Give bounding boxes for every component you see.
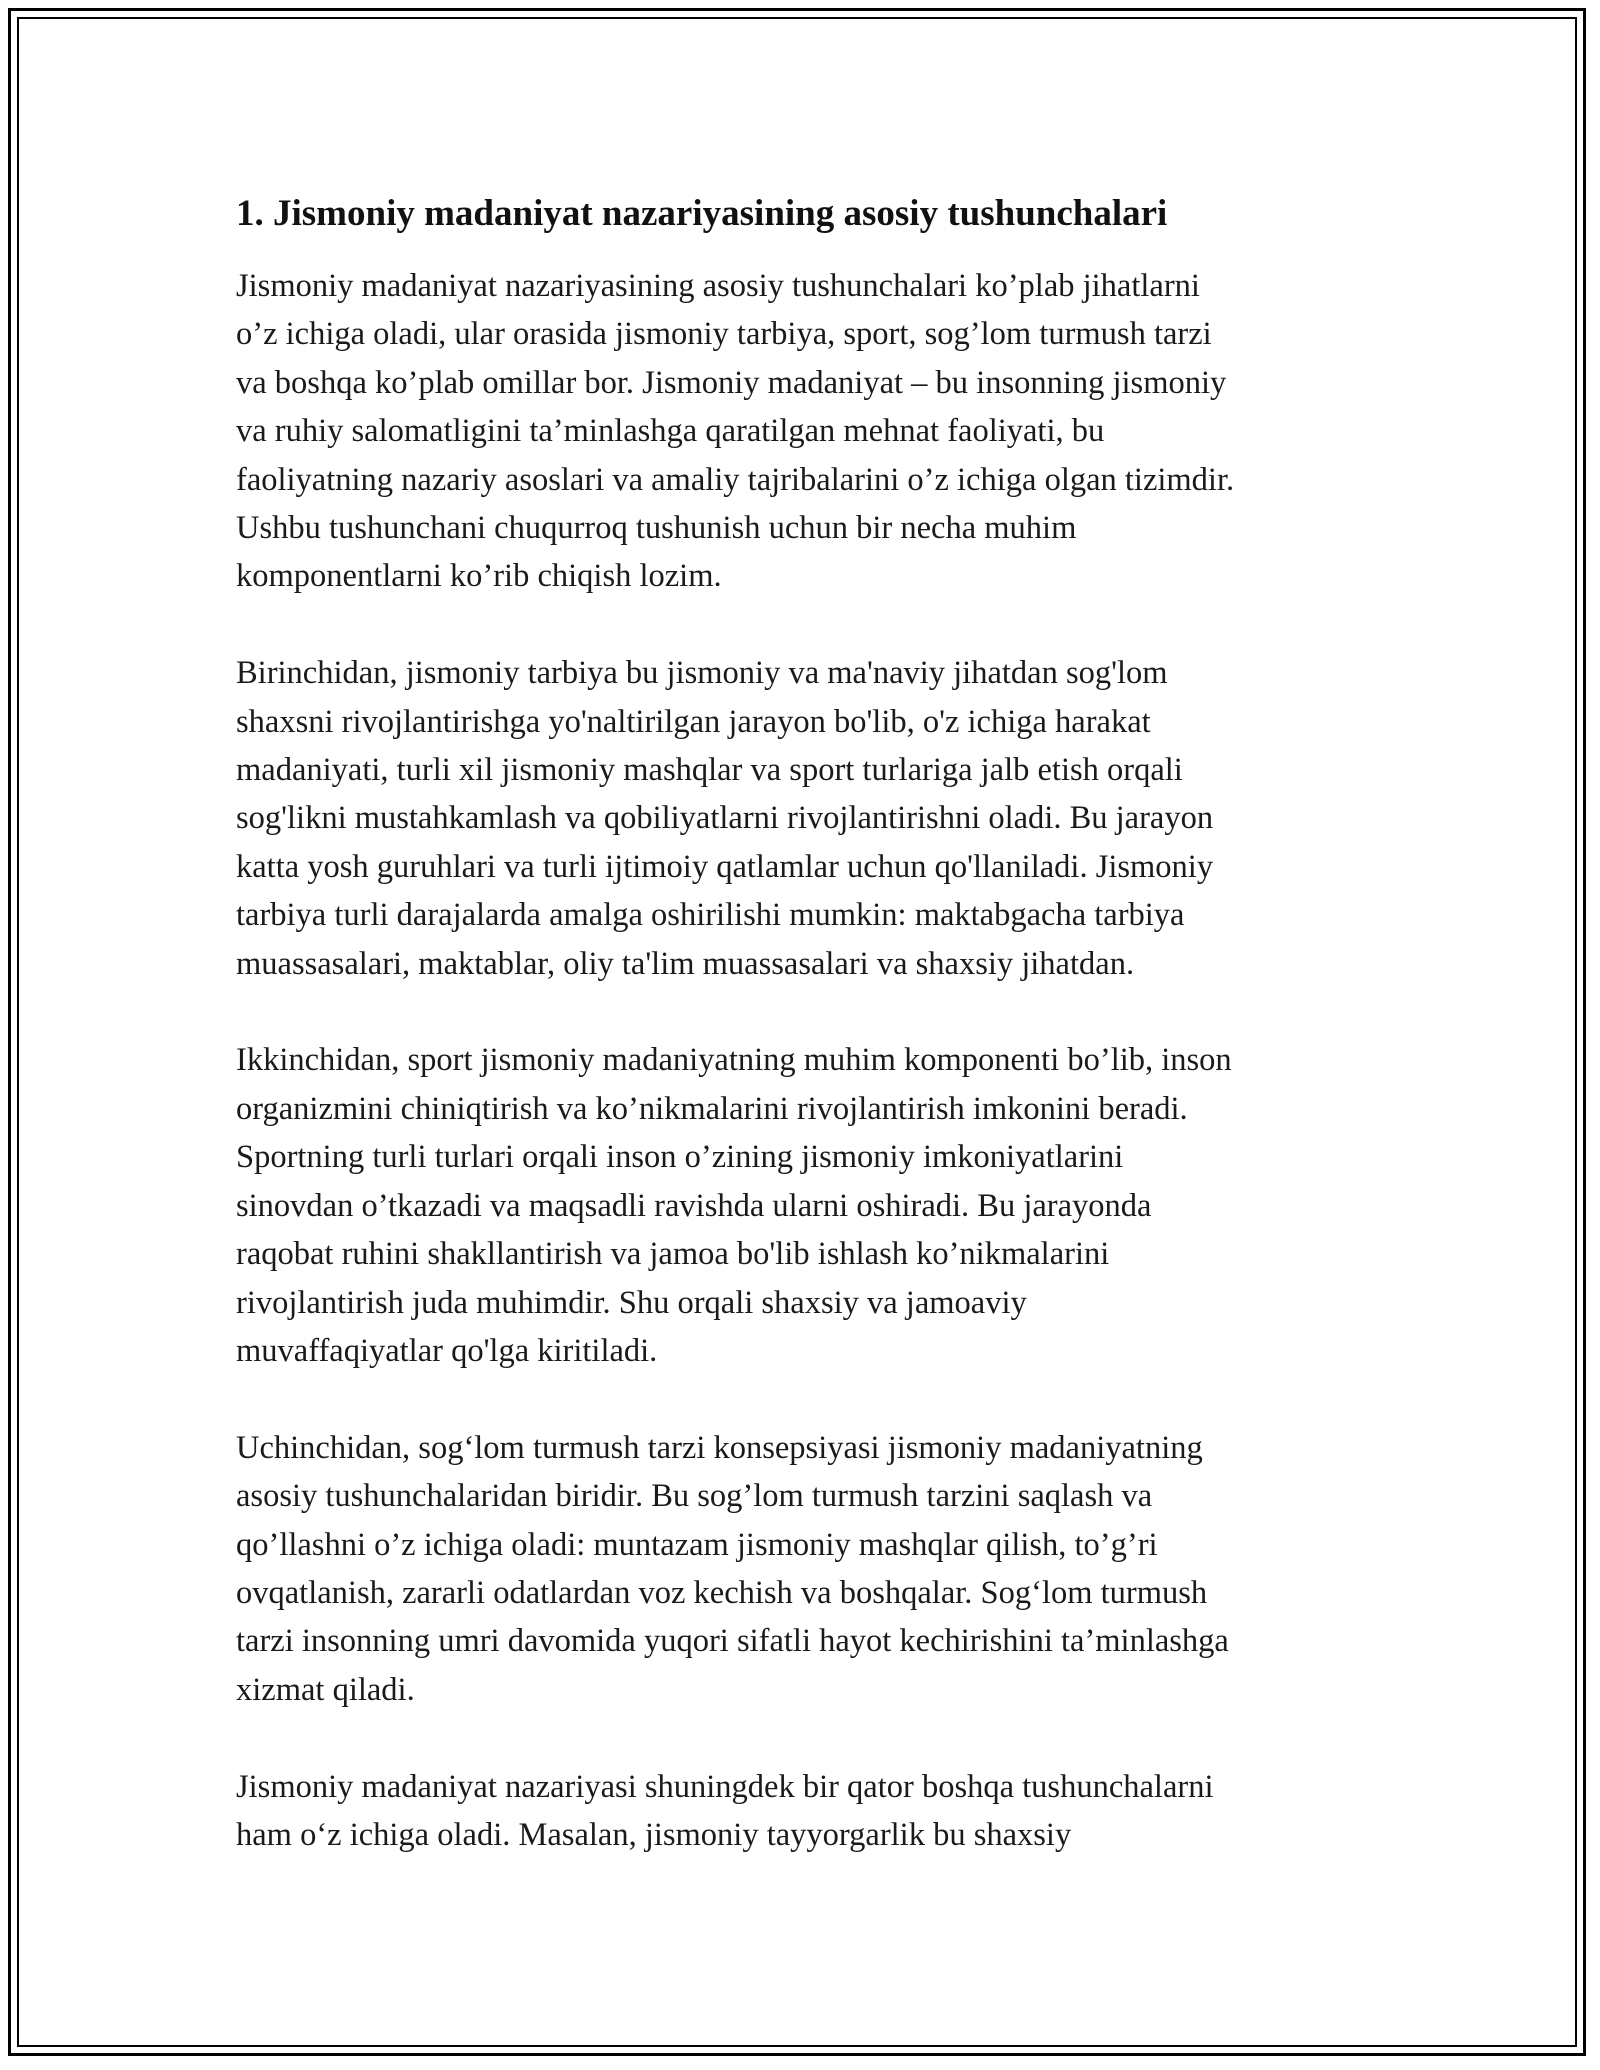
text-line: asosiy tushunchalaridan biridir. Bu sog’lom turmush tarzini saqlash va xyxy=(236,1478,1153,1515)
text-line: o’z ichiga oladi, ular orasida jismoniy tarbiya, sport, sog’lom turmush tarzi xyxy=(236,316,1212,353)
text-line: Jismoniy madaniyat nazariyasining asosiy tushunchalari ko’plab jihatlarni xyxy=(236,268,1200,304)
text-line: qo’llashni o’z ichiga oladi: muntazam jismoniy mashqlar qilish, to’g’ri xyxy=(236,1526,1158,1563)
text-line: raqobat ruhini shakllantirish va jamoa bo'lib ishlash ko’nikmalarini xyxy=(236,1236,1110,1273)
text-line: madaniyati, turli xil jismoniy mashqlar va sport turlariga jalb etish orqali xyxy=(236,752,1183,789)
text-line: organizmini chiniqtirish va ko’nikmalarini rivojlantirish imkonini beradi. xyxy=(236,1090,1188,1127)
text-line: Uchinchidan, sog‘lom turmush tarzi konsepsiyasi jismoniy madaniyatning xyxy=(236,1429,1203,1466)
paragraph xyxy=(236,1424,1376,1714)
paragraph xyxy=(236,262,1376,601)
text-line: va boshqa ko’plab omillar bor. Jismoniy madaniyat – bu insonning jismoniy xyxy=(236,364,1227,401)
section-heading: 1. Jismoniy madaniyat nazariyasining asosiy tushunchalari xyxy=(236,193,1168,234)
text-line: va ruhiy salomatligini ta’minlashga qaratilgan mehnat faoliyati, bu xyxy=(236,413,1105,450)
text-line: faoliyatning nazariy asoslari va amaliy tajribalarini o’z ichiga olgan tizimdir. xyxy=(236,461,1235,498)
text-line: Ikkinchidan, sport jismoniy madaniyatning muhim komponenti bo’lib, inson xyxy=(236,1042,1232,1079)
text-line: sinovdan o’tkazadi va maqsadli ravishda ularni oshiradi. Bu jarayonda xyxy=(236,1187,1152,1224)
text-line: muvaffaqiyatlar qo'lga kiritiladi. xyxy=(236,1332,658,1369)
text-line: ovqatlanish, zararli odatlardan voz kechish va boshqalar. Sog‘lom turmush xyxy=(236,1574,1208,1611)
text-line: Birinchidan, jismoniy tarbiya bu jismoniy va ma'naviy jihatdan sog'lom xyxy=(236,655,1168,692)
text-line: muassasalari, maktablar, oliy ta'lim muassasalari va shaxsiy jihatdan. xyxy=(236,945,1135,982)
text-line: tarbiya turli darajalarda amalga oshirilishi mumkin: maktabgacha tarbiya xyxy=(236,897,1185,934)
paragraph-list xyxy=(236,262,1376,1859)
paragraph xyxy=(236,1036,1376,1375)
text-line: rivojlantirish juda muhimdir. Shu orqali shaxsiy va jamoaviy xyxy=(236,1284,1027,1321)
document-body xyxy=(236,186,1376,1908)
text-line: katta yosh guruhlari va turli ijtimoiy qatlamlar uchun qo'llaniladi. Jismoniy xyxy=(236,848,1214,885)
text-line: Ushbu tushunchani chuqurroq tushunish uchun bir necha muhim xyxy=(236,510,1077,547)
paragraph xyxy=(236,1763,1376,1860)
paragraph xyxy=(236,649,1376,988)
text-line: Sportning turli turlari orqali inson o’zining jismoniy imkoniyatlarini xyxy=(236,1139,1124,1176)
text-line: ham o‘z ichiga oladi. Masalan, jismoniy tayyorgarlik bu shaxsiy xyxy=(236,1816,1072,1853)
text-line: shaxsni rivojlantirishga yo'naltirilgan jarayon bo'lib, o'z ichiga harakat xyxy=(236,703,1151,740)
text-line: Jismoniy madaniyat nazariyasi shuningdek bir qator boshqa tushunchalarni xyxy=(236,1768,1214,1805)
text-line: komponentlarni ko’rib chiqish lozim. xyxy=(236,558,722,595)
text-line: tarzi insonning umri davomida yuqori sifatli hayot kechirishini ta’minlashga xyxy=(236,1623,1229,1660)
text-line: sog'likni mustahkamlash va qobiliyatlarni rivojlantirishni oladi. Bu jarayon xyxy=(236,800,1214,837)
text-line: xizmat qiladi. xyxy=(236,1671,415,1708)
